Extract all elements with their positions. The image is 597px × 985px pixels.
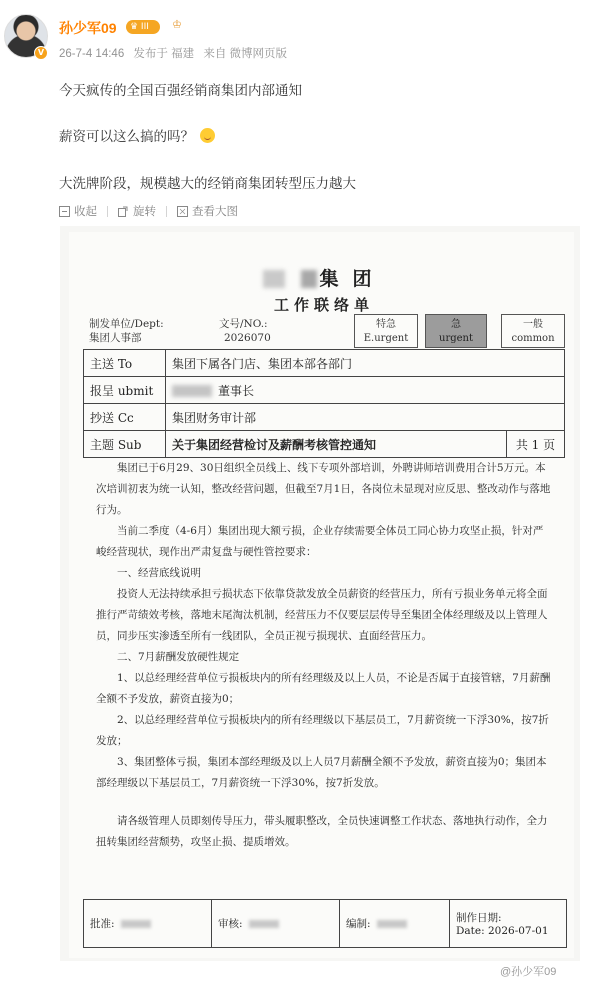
date-value: Date: 2026-07-01: [456, 925, 549, 937]
priority-urgent: [425, 314, 487, 348]
fan-badge-icon[interactable]: ♔: [172, 18, 182, 31]
body-paragraph: 集团已于6月29、30日组织全员线上、线下专项外部培训，外聘讲师培训费用合计5万元。本次培训初衷为统一认知，整改经营问题，但截至7月1日，各岗位未显现对应反思、整改动作与落地行为。: [96, 462, 551, 516]
view-large-button[interactable]: [177, 203, 238, 219]
table-row: [84, 404, 565, 431]
issuer-label: 制发单位/Dept:: [89, 318, 164, 330]
post-image[interactable]: [60, 226, 580, 961]
date-cell: [450, 900, 567, 948]
review-label: 审核:: [218, 918, 243, 930]
redacted-name: [121, 920, 151, 928]
priority-en: E.urgent: [363, 333, 409, 344]
collapse-button[interactable]: [59, 203, 97, 219]
row-label: 抄送 Cc: [84, 404, 166, 431]
redacted-name: [249, 920, 279, 928]
post-meta: [59, 45, 293, 61]
rotate-icon: [118, 206, 129, 217]
body-paragraph: 2、以总经理经营单位亏损板块内的所有经理级以下基层员工，7月薪资统一下浮30%，按7折发放；: [96, 714, 549, 747]
priority-common: [501, 314, 565, 348]
post-source: 来自 微博网页版: [203, 48, 288, 60]
table-row: [84, 900, 567, 948]
body-paragraph: 1、以总经理经营单位亏损板块内的所有经理级及以上人员，不论是否属于直接管辖，7月薪酬全额不予发放，薪资直接为0；: [96, 672, 551, 705]
collapse-label: 收起: [74, 206, 97, 218]
grin-emoji-icon: [200, 128, 215, 143]
document-paper: [69, 232, 574, 958]
priority-en: urgent: [439, 333, 473, 344]
prepare-label: 编制:: [346, 918, 371, 930]
redacted-name: [377, 920, 407, 928]
routing-table: [83, 349, 565, 458]
post-location: 发布于 福建: [133, 48, 195, 60]
view-large-icon: [177, 206, 188, 217]
toolbar-divider: [166, 206, 167, 217]
post-text-line-1: 今天疯传的全国百强经销商集团内部通知: [59, 83, 302, 98]
issuer-value: 集团人事部: [89, 332, 142, 344]
row-label: 报呈 ubmit: [84, 377, 166, 404]
approve-label: 批准:: [90, 918, 115, 930]
docno-value: 2026070: [224, 332, 271, 344]
priority-cn: 特急: [376, 319, 396, 330]
body-paragraph: 当前二季度（4-6月）集团出现大额亏损，企业存续需要全体员工同心协力攻坚止损，针对严峻经营现状，现作出严肃复盘与硬性管控要求：: [96, 525, 544, 558]
body-paragraph: 3、集团整体亏损，集团本部经理级及以上人员7月薪酬全额不予发放，薪资直接为0；集团本部经理级以下基层员工，7月薪资统一下浮30%，按7折发放。: [96, 756, 547, 789]
body-paragraph: 投资人无法持续承担亏损状态下依靠贷款发放全员薪资的经营压力，所有亏损业务单元将全面推行严苛绩效考核，落地末尾淘汰机制，经营压力不仅要层层传导至集团全体经理级及以上管理人员，同步压实渗透至所有一线团队，全员正视亏损现状、直面经营压力。: [96, 588, 548, 642]
review-cell: [212, 900, 340, 948]
post-time[interactable]: 26-7-4 14:46: [59, 48, 125, 60]
redacted-name: [172, 385, 212, 397]
verified-badge-icon: V: [34, 46, 48, 60]
document-group-title: [69, 264, 574, 291]
rotate-label: 旋转: [133, 206, 156, 218]
collapse-icon: [59, 206, 70, 217]
toolbar-divider: [107, 206, 108, 217]
prepare-cell: [340, 900, 450, 948]
post-text-line-2-text: 薪资可以这么搞的吗？: [59, 129, 194, 144]
body-heading: 二、7月薪酬发放硬性规定: [117, 651, 240, 663]
body-heading: 一、经营底线说明: [117, 567, 201, 579]
member-crown-icon[interactable]: ♛ III: [126, 20, 160, 34]
page-count: 共 1 页: [507, 431, 565, 458]
document-group-title-text: 集团: [319, 268, 386, 290]
table-row: [84, 350, 565, 377]
priority-en: common: [511, 333, 555, 344]
document-body: [96, 458, 552, 853]
image-toolbar: [59, 203, 238, 219]
post-text-line-3: 大洗牌阶段，规模越大的经销商集团转型压力越大: [59, 176, 356, 191]
row-label: 主题 Sub: [84, 431, 166, 458]
row-value-cell: [166, 377, 565, 404]
row-value: 集团下属各门店、集团本部各部门: [166, 350, 565, 377]
priority-cn: 一般: [523, 319, 543, 330]
priority-cn: 急: [451, 319, 461, 330]
post-text-line-2: [59, 125, 215, 145]
image-watermark: @孙少军09: [500, 966, 557, 978]
document-subtitle: 工作联络单: [273, 296, 374, 314]
row-value: 董事长: [218, 383, 255, 398]
table-row: [84, 377, 565, 404]
rotate-button[interactable]: [118, 203, 156, 219]
subject-value: 关于集团经营检讨及薪酬考核管控通知: [166, 431, 507, 458]
view-large-label: 查看大图: [192, 206, 238, 218]
body-paragraph: 请各级管理人员即刻传导压力，带头履职整改，全员快速调整工作状态、落地执行动作，全力扭转集团经营颓势，攻坚止损、提质增效。: [96, 815, 548, 848]
docno-label: 文号/NO.:: [219, 318, 268, 330]
table-row: [84, 431, 565, 458]
author-name[interactable]: 孙少军09: [59, 20, 117, 36]
approve-cell: [84, 900, 212, 948]
row-label: 主送 To: [84, 350, 166, 377]
signature-table: [83, 899, 567, 948]
priority-extra-urgent: [354, 314, 418, 348]
row-value: 集团财务审计部: [166, 404, 565, 431]
date-label: 制作日期:: [456, 912, 502, 924]
